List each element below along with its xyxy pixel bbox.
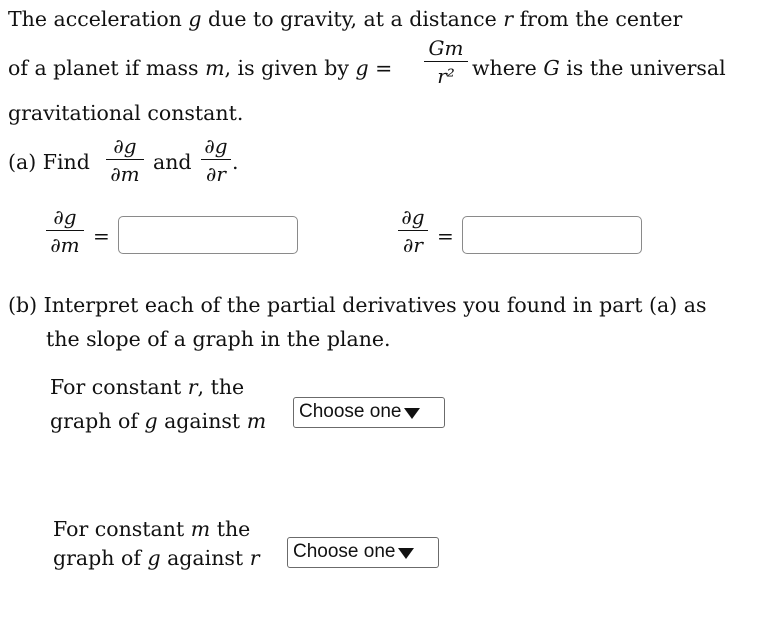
part-b-line-1: (b) Interpret each of the partial derivatives you found in part (a) as bbox=[8, 293, 707, 317]
gravity-formula-fraction: Gm r² bbox=[424, 38, 468, 86]
answer-dg-dr-fraction: ∂g ∂r bbox=[398, 207, 428, 255]
dropdown-label: Choose one bbox=[293, 541, 396, 562]
q1-choose-one-dropdown[interactable] bbox=[293, 397, 445, 428]
q2-choose-one-dropdown[interactable] bbox=[287, 537, 439, 568]
problem-line-1: The acceleration g due to gravity, at a distance r from the center bbox=[8, 7, 683, 31]
triangle-down-icon bbox=[404, 408, 420, 419]
q1-line-2: graph of g against m bbox=[50, 409, 267, 433]
problem-line-3: gravitational constant. bbox=[8, 101, 244, 125]
problem-line-2: of a planet if mass m, is given by g = bbox=[8, 56, 393, 80]
q1-line-1: For constant r, the bbox=[50, 375, 245, 399]
part-b-line-2: the slope of a graph in the plane. bbox=[46, 327, 391, 351]
partial-g-partial-r-fraction: ∂g ∂r bbox=[201, 136, 231, 184]
part-a-label: (a) Find bbox=[8, 150, 90, 174]
dg-dm-answer-input[interactable] bbox=[118, 216, 298, 254]
q2-line-1: For constant m the bbox=[53, 517, 251, 541]
partial-g-partial-m-fraction: ∂g ∂m bbox=[106, 136, 144, 184]
part-a-period: . bbox=[232, 150, 239, 174]
answer-dg-dm-fraction: ∂g ∂m bbox=[46, 207, 84, 255]
triangle-down-icon bbox=[398, 548, 414, 559]
dg-dr-answer-input[interactable] bbox=[462, 216, 642, 254]
dropdown-label: Choose one bbox=[299, 401, 402, 422]
equals-sign-2: = bbox=[437, 224, 454, 248]
equals-sign-1: = bbox=[93, 224, 110, 248]
q2-line-2: graph of g against r bbox=[53, 546, 260, 570]
part-a-and: and bbox=[153, 150, 192, 174]
problem-line-2-end: where G is the universal bbox=[472, 56, 726, 80]
